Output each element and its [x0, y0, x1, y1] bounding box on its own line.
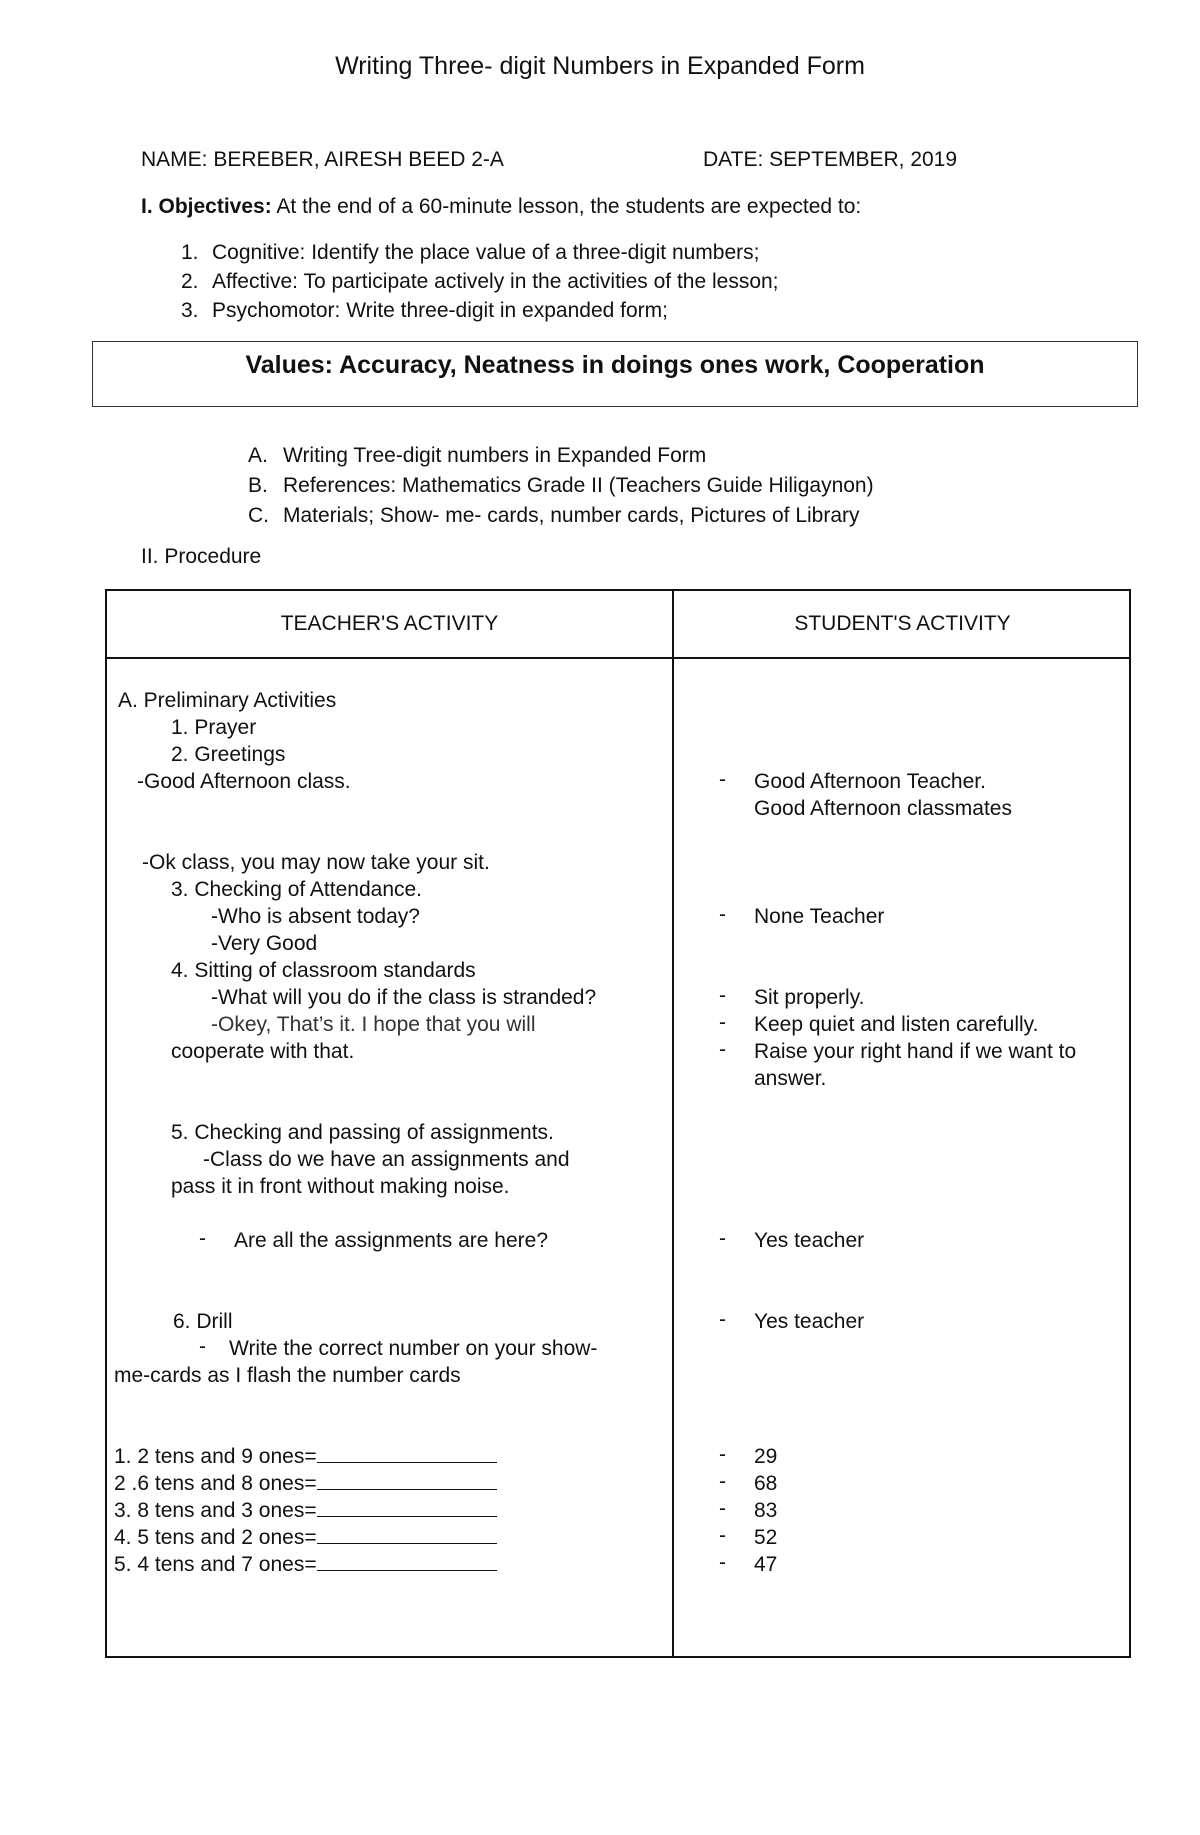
teacher-drill: 6. Drill — [173, 1310, 233, 1333]
drill-item: 4. 5 tens and 2 ones= — [114, 1524, 497, 1551]
objective-item: 2. Affective: To participate actively in the activities of the lesson; — [181, 270, 779, 293]
subject-item: A. Writing Tree-digit numbers in Expanded Form — [248, 444, 707, 467]
objective-item: 1. Cognitive: Identify the place value of a three-digit numbers; — [181, 241, 760, 264]
objectives-heading — [141, 195, 861, 219]
teacher-okey: -Okey, That’s it. I hope that you will — [211, 1013, 536, 1036]
drill-answer: 47 — [754, 1553, 778, 1576]
student-answer: answer. — [754, 1067, 827, 1090]
answer-blank — [317, 1498, 497, 1517]
objectives-intro: At the end of a 60-minute lesson, the students are expected to: — [271, 195, 862, 218]
date-line: DATE: SEPTEMBER, 2019 — [703, 148, 958, 171]
student-yes-teacher: Yes teacher — [754, 1229, 865, 1252]
teacher-pass-it: pass it in front without making noise. — [171, 1175, 510, 1198]
dash-bullet: - — [719, 903, 726, 926]
teacher-all-here: Are all the assignments are here? — [234, 1229, 549, 1252]
objectives-label: I. Objectives: — [141, 195, 272, 218]
teacher-standards: 4. Sitting of classroom standards — [171, 959, 476, 982]
student-none-teacher: None Teacher — [754, 905, 885, 928]
values-box — [92, 341, 1138, 407]
objective-item: 3. Psychomotor: Write three-digit in expanded form; — [181, 299, 668, 322]
subject-item: C. Materials; Show- me- cards, number cards, Pictures of Library — [248, 504, 860, 527]
drill-item: 5. 4 tens and 7 ones= — [114, 1551, 497, 1578]
student-greet-classmates: Good Afternoon classmates — [754, 797, 1012, 820]
dash-bullet: - — [719, 768, 726, 791]
teacher-class-do: -Class do we have an assignments and — [203, 1148, 570, 1171]
drill-answer: 29 — [754, 1445, 778, 1468]
dash-bullet: - — [199, 1335, 206, 1358]
subject-matter-list — [248, 441, 874, 531]
teacher-activity-header: TEACHER'S ACTIVITY — [280, 612, 499, 635]
dash-bullet: - — [719, 1551, 726, 1574]
student-keep-quiet: Keep quiet and listen carefully. — [754, 1013, 1039, 1036]
dash-bullet: - — [199, 1227, 206, 1250]
dash-bullet: - — [719, 1497, 726, 1520]
drill-answer: 52 — [754, 1526, 778, 1549]
teacher-greetings: 2. Greetings — [171, 743, 286, 766]
teacher-stranded: -What will you do if the class is stranded? — [211, 986, 597, 1009]
teacher-me-cards: me-cards as I flash the number cards — [114, 1364, 461, 1387]
dash-bullet: - — [719, 1227, 726, 1250]
teacher-very-good: -Very Good — [211, 932, 318, 955]
student-greet-teacher: Good Afternoon Teacher. — [754, 770, 986, 793]
dash-bullet: - — [719, 1443, 726, 1466]
teacher-cooperate: cooperate with that. — [171, 1040, 355, 1063]
student-activity-header: STUDENT'S ACTIVITY — [794, 612, 1011, 635]
column-divider — [672, 591, 674, 1656]
name-line: NAME: BEREBER, AIRESH BEED 2-A — [141, 148, 504, 171]
dash-bullet: - — [719, 1011, 726, 1034]
answer-blank — [317, 1471, 497, 1490]
teacher-prayer: 1. Prayer — [171, 716, 257, 739]
dash-bullet: - — [719, 1470, 726, 1493]
answer-blank — [317, 1525, 497, 1544]
procedure-heading: II. Procedure — [141, 545, 262, 568]
student-sit-properly: Sit properly. — [754, 986, 865, 1009]
drill-answer: 68 — [754, 1472, 778, 1495]
teacher-assignments: 5. Checking and passing of assignments. — [171, 1121, 554, 1144]
answer-blank — [317, 1444, 497, 1463]
teacher-preliminary: A. Preliminary Activities — [118, 689, 337, 712]
student-yes-teacher: Yes teacher — [754, 1310, 865, 1333]
objectives-list — [181, 238, 779, 325]
header-divider — [107, 657, 1129, 659]
answer-blank — [317, 1552, 497, 1571]
drill-item: 1. 2 tens and 9 ones= — [114, 1443, 497, 1470]
teacher-attendance: 3. Checking of Attendance. — [171, 878, 423, 901]
dash-bullet: - — [719, 1038, 726, 1061]
drill-answer: 83 — [754, 1499, 778, 1522]
drill-item: 2 .6 tens and 8 ones= — [114, 1470, 497, 1497]
teacher-take-sit: -Ok class, you may now take your sit. — [142, 851, 490, 874]
procedure-table — [105, 589, 1131, 1658]
values-text: Values: Accuracy, Neatness in doings ones work, Cooperation — [245, 351, 985, 379]
subject-item: B. References: Mathematics Grade II (Teachers Guide Hiligaynon) — [248, 474, 874, 497]
dash-bullet: - — [719, 1308, 726, 1331]
dash-bullet: - — [719, 984, 726, 1007]
teacher-good-afternoon: -Good Afternoon class. — [137, 770, 351, 793]
drill-item: 3. 8 tens and 3 ones= — [114, 1497, 497, 1524]
teacher-write-correct: Write the correct number on your show- — [229, 1337, 598, 1360]
teacher-who-absent: -Who is absent today? — [211, 905, 420, 928]
dash-bullet: - — [719, 1524, 726, 1547]
student-raise-hand: Raise your right hand if we want to — [754, 1040, 1077, 1063]
document-title: Writing Three- digit Numbers in Expanded Form — [335, 52, 865, 80]
